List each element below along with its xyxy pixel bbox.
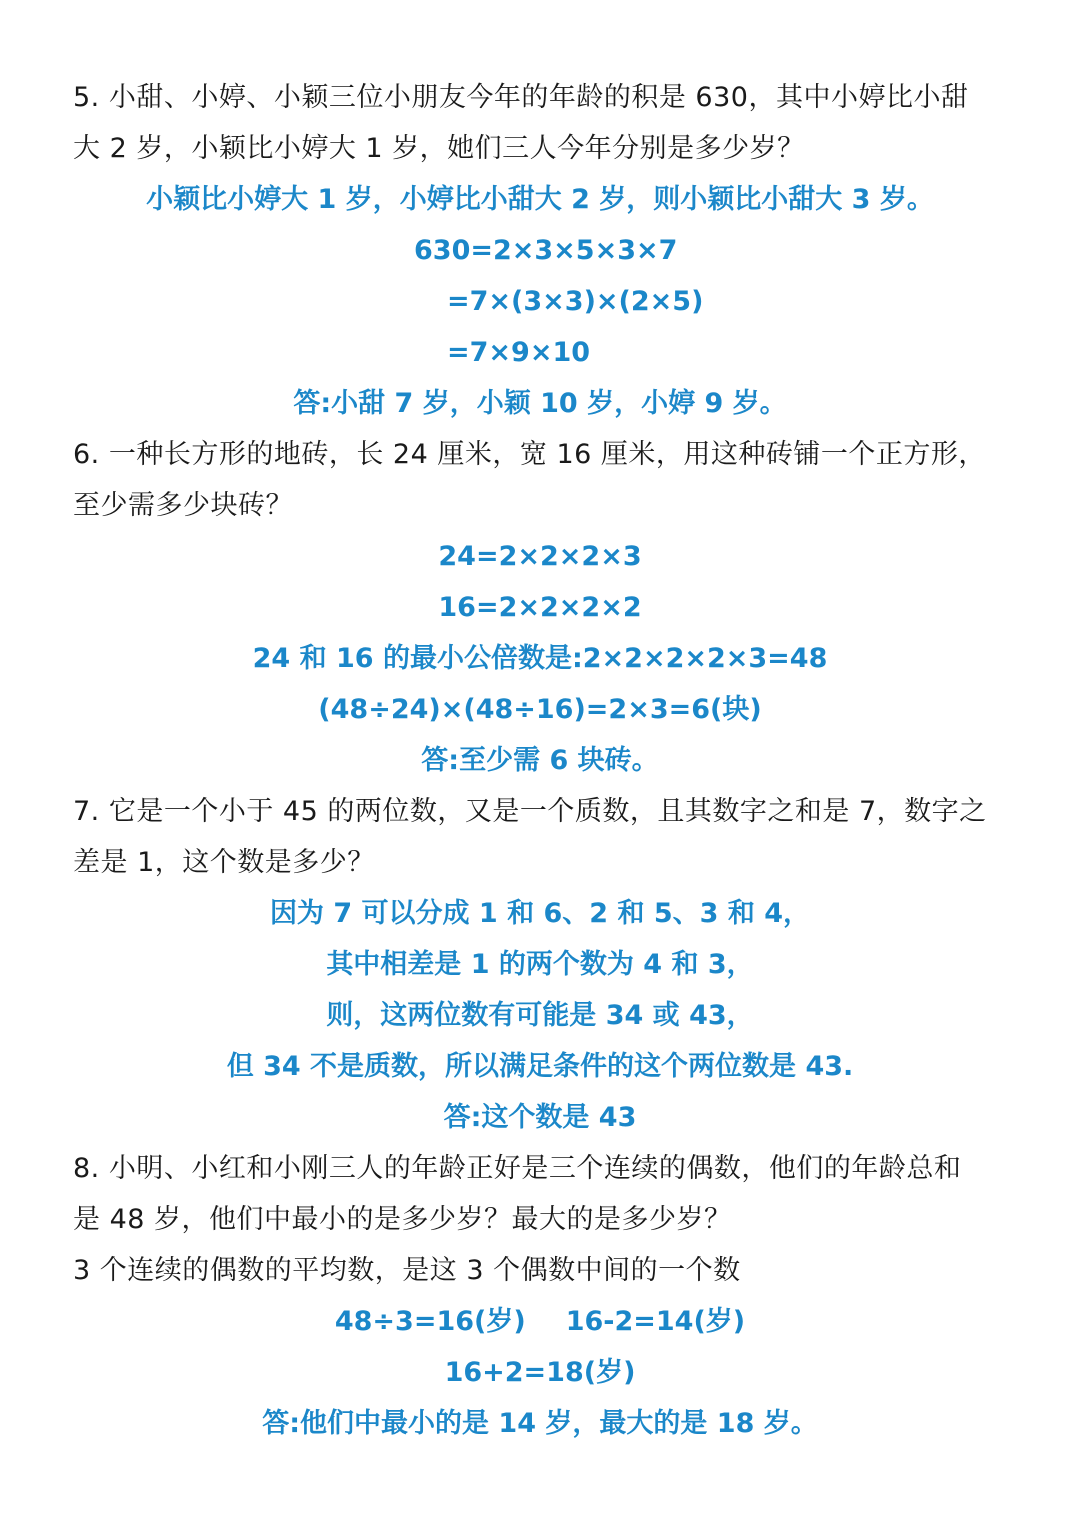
question-line: 6. 一种长方形的地砖，长 24 厘米，宽 16 厘米，用这种砖铺一个正方形， [73, 439, 986, 470]
solution-line: 16+2=18(岁) [444, 1357, 636, 1388]
solution-line: 但 34 不是质数，所以满足条件的这个两位数是 43. [226, 1051, 854, 1082]
problem-7 [0, 786, 1080, 1143]
question-line: 8. 小明、小红和小刚三人的年龄正好是三个连续的偶数，他们的年龄总和 [73, 1153, 962, 1184]
solution-line: 24=2×2×2×3 [438, 541, 642, 572]
question-line: 差是 1，这个数是多少？ [73, 847, 375, 878]
worksheet-page [0, 72, 1080, 1449]
solution-line: 16=2×2×2×2 [438, 592, 642, 623]
problem-5 [0, 72, 1080, 429]
answer-line: 答:小甜 7 岁，小颖 10 岁，小婷 9 岁。 [293, 388, 787, 419]
solution-line: 24 和 16 的最小公倍数是:2×2×2×2×3=48 [252, 643, 828, 674]
calc-step-smallest: 16-2=14(岁) [565, 1306, 746, 1337]
question-line: 3 个连续的偶数的平均数，是这 3 个偶数中间的一个数 [73, 1255, 741, 1286]
solution-line: 则，这两位数有可能是 34 或 43， [326, 1000, 754, 1031]
solution-line: 其中相差是 1 的两个数为 4 和 3， [326, 949, 754, 980]
answer-line: 答:他们中最小的是 14 岁，最大的是 18 岁。 [262, 1408, 818, 1439]
solution-line: (48÷24)×(48÷16)=2×3=6(块) [318, 694, 762, 725]
question-line: 大 2 岁，小颖比小婷大 1 岁，她们三人今年分别是多少岁？ [73, 133, 805, 164]
solution-line: 630=2×3×5×3×7 [414, 235, 678, 266]
problem-6 [0, 429, 1080, 786]
calc-step-average: 48÷3=16(岁) [334, 1306, 526, 1337]
solution-line: =7×(3×3)×(2×5) [447, 286, 704, 317]
question-line: 5. 小甜、小婷、小颖三位小朋友今年的年龄的积是 630，其中小婷比小甜 [73, 82, 969, 113]
problem-8 [0, 1143, 1080, 1449]
question-line: 至少需多少块砖？ [73, 490, 293, 521]
question-line: 7. 它是一个小于 45 的两位数，又是一个质数，且其数字之和是 7，数字之 [73, 796, 987, 827]
question-line: 是 48 岁，他们中最小的是多少岁？最大的是多少岁？ [73, 1204, 732, 1235]
answer-line: 答:这个数是 43 [443, 1102, 637, 1133]
solution-line: 小颖比小婷大 1 岁，小婷比小甜大 2 岁，则小颖比小甜大 3 岁。 [146, 184, 934, 215]
answer-line: 答:至少需 6 块砖。 [421, 745, 659, 776]
solution-line: 因为 7 可以分成 1 和 6、2 和 5、3 和 4， [269, 898, 811, 929]
solution-line [0, 1296, 1080, 1347]
solution-line: =7×9×10 [447, 337, 591, 368]
